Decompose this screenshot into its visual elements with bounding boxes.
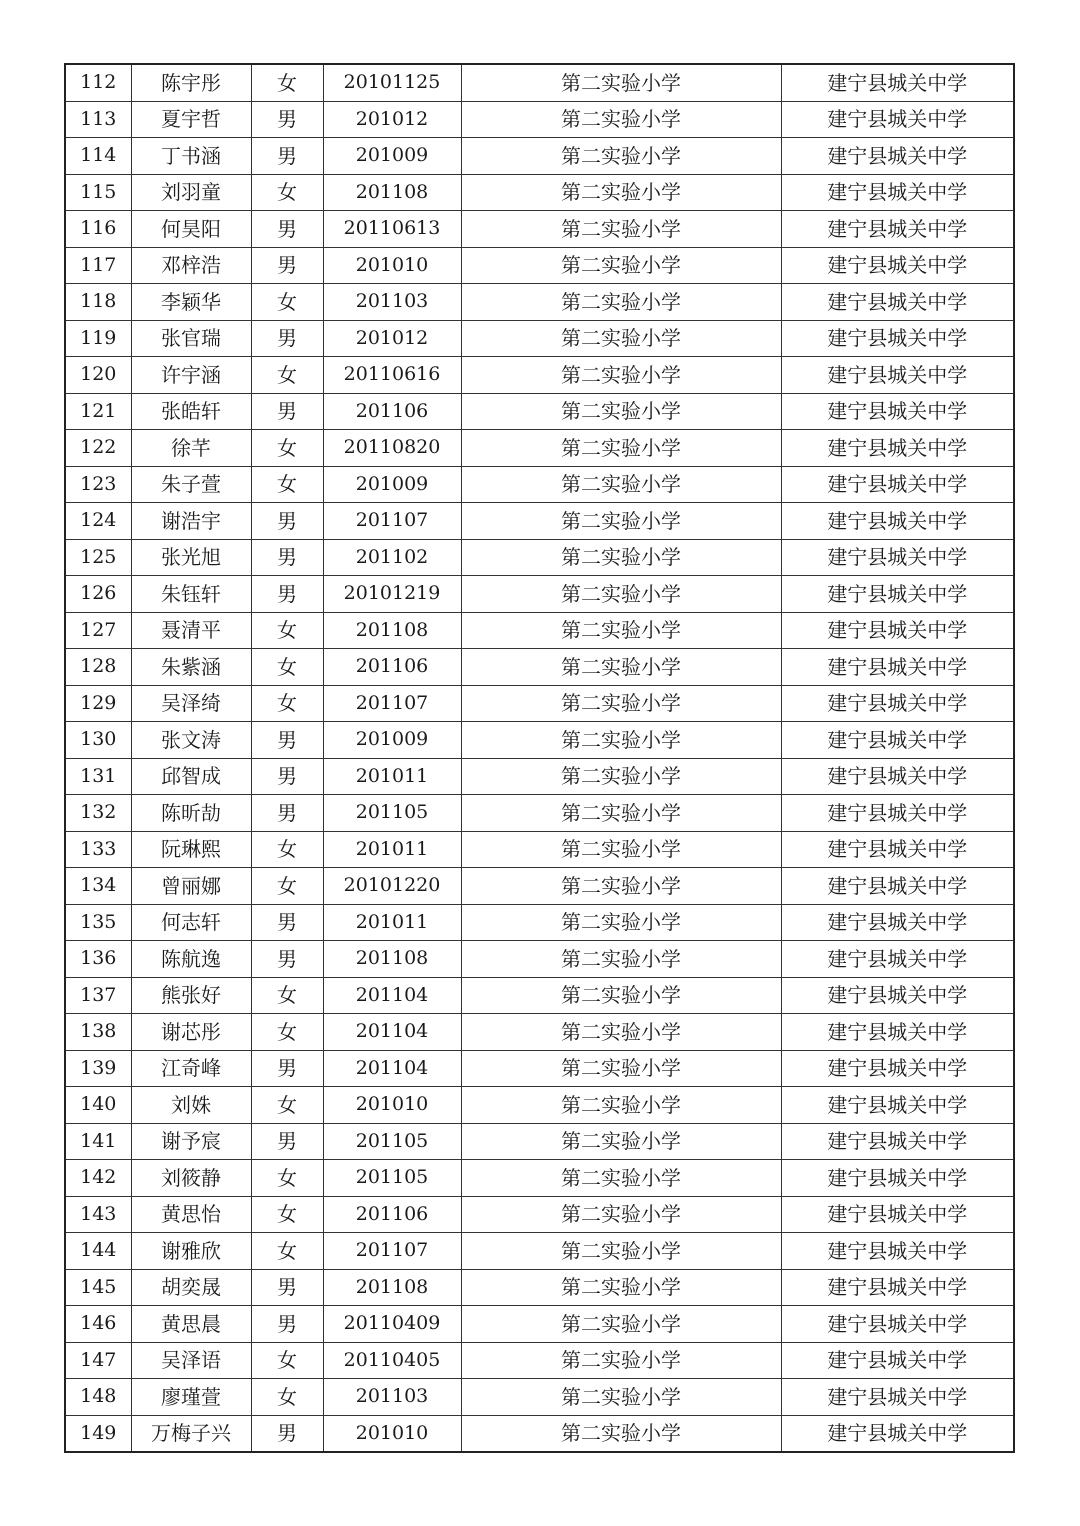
primary-school-cell: 第二实验小学 — [461, 393, 781, 430]
birth-date-cell: 201012 — [323, 101, 461, 138]
table-row — [65, 1415, 1014, 1452]
middle-school-cell: 建宁县城关中学 — [781, 612, 1014, 649]
gender-cell: 女 — [251, 868, 323, 905]
row-number-cell: 122 — [65, 430, 131, 467]
table-row — [65, 1014, 1014, 1051]
student-name-cell: 朱子萱 — [131, 466, 251, 503]
birth-date-cell: 201106 — [323, 649, 461, 686]
gender-cell: 男 — [251, 320, 323, 357]
primary-school-cell: 第二实验小学 — [461, 430, 781, 467]
middle-school-cell: 建宁县城关中学 — [781, 1415, 1014, 1452]
student-name-cell: 阮琳熙 — [131, 831, 251, 868]
student-name-cell: 何昊阳 — [131, 211, 251, 248]
gender-cell: 男 — [251, 1050, 323, 1087]
gender-cell: 女 — [251, 1160, 323, 1197]
student-name-cell: 江奇峰 — [131, 1050, 251, 1087]
primary-school-cell: 第二实验小学 — [461, 795, 781, 832]
birth-date-cell: 20110820 — [323, 430, 461, 467]
gender-cell: 男 — [251, 1415, 323, 1452]
birth-date-cell: 20101125 — [323, 64, 461, 101]
table-row — [65, 466, 1014, 503]
birth-date-cell: 201108 — [323, 941, 461, 978]
row-number-cell: 125 — [65, 539, 131, 576]
birth-date-cell: 201103 — [323, 1379, 461, 1416]
row-number-cell: 146 — [65, 1306, 131, 1343]
gender-cell: 女 — [251, 831, 323, 868]
middle-school-cell: 建宁县城关中学 — [781, 1123, 1014, 1160]
birth-date-cell: 201104 — [323, 977, 461, 1014]
primary-school-cell: 第二实验小学 — [461, 211, 781, 248]
gender-cell: 女 — [251, 1379, 323, 1416]
table-row — [65, 138, 1014, 175]
middle-school-cell: 建宁县城关中学 — [781, 1014, 1014, 1051]
student-name-cell: 陈昕劼 — [131, 795, 251, 832]
gender-cell: 男 — [251, 795, 323, 832]
gender-cell: 女 — [251, 612, 323, 649]
primary-school-cell: 第二实验小学 — [461, 1379, 781, 1416]
student-name-cell: 谢浩宇 — [131, 503, 251, 540]
middle-school-cell: 建宁县城关中学 — [781, 211, 1014, 248]
gender-cell: 女 — [251, 64, 323, 101]
primary-school-cell: 第二实验小学 — [461, 1160, 781, 1197]
student-name-cell: 朱钰轩 — [131, 576, 251, 613]
gender-cell: 女 — [251, 685, 323, 722]
gender-cell: 女 — [251, 1014, 323, 1051]
row-number-cell: 140 — [65, 1087, 131, 1124]
table-row — [65, 64, 1014, 101]
row-number-cell: 138 — [65, 1014, 131, 1051]
table-row — [65, 247, 1014, 284]
student-name-cell: 朱紫涵 — [131, 649, 251, 686]
gender-cell: 男 — [251, 722, 323, 759]
primary-school-cell: 第二实验小学 — [461, 831, 781, 868]
gender-cell: 男 — [251, 576, 323, 613]
row-number-cell: 119 — [65, 320, 131, 357]
primary-school-cell: 第二实验小学 — [461, 357, 781, 394]
student-name-cell: 刘羽童 — [131, 174, 251, 211]
gender-cell: 女 — [251, 1196, 323, 1233]
primary-school-cell: 第二实验小学 — [461, 612, 781, 649]
row-number-cell: 133 — [65, 831, 131, 868]
table-row — [65, 1123, 1014, 1160]
primary-school-cell: 第二实验小学 — [461, 1014, 781, 1051]
student-name-cell: 邱智成 — [131, 758, 251, 795]
middle-school-cell: 建宁县城关中学 — [781, 868, 1014, 905]
middle-school-cell: 建宁县城关中学 — [781, 795, 1014, 832]
primary-school-cell: 第二实验小学 — [461, 1306, 781, 1343]
row-number-cell: 127 — [65, 612, 131, 649]
middle-school-cell: 建宁县城关中学 — [781, 138, 1014, 175]
row-number-cell: 143 — [65, 1196, 131, 1233]
student-name-cell: 张官瑞 — [131, 320, 251, 357]
student-name-cell: 刘筱静 — [131, 1160, 251, 1197]
student-name-cell: 吴泽语 — [131, 1342, 251, 1379]
student-name-cell: 熊张好 — [131, 977, 251, 1014]
row-number-cell: 126 — [65, 576, 131, 613]
birth-date-cell: 201107 — [323, 503, 461, 540]
birth-date-cell: 201011 — [323, 758, 461, 795]
birth-date-cell: 201106 — [323, 393, 461, 430]
primary-school-cell: 第二实验小学 — [461, 284, 781, 321]
student-name-cell: 谢予宸 — [131, 1123, 251, 1160]
middle-school-cell: 建宁县城关中学 — [781, 1233, 1014, 1270]
student-name-cell: 万梅子兴 — [131, 1415, 251, 1452]
student-name-cell: 谢雅欣 — [131, 1233, 251, 1270]
birth-date-cell: 201105 — [323, 1123, 461, 1160]
table-row — [65, 101, 1014, 138]
student-roster-table — [64, 63, 1015, 1453]
row-number-cell: 131 — [65, 758, 131, 795]
table-row — [65, 1306, 1014, 1343]
student-name-cell: 徐芊 — [131, 430, 251, 467]
row-number-cell: 117 — [65, 247, 131, 284]
primary-school-cell: 第二实验小学 — [461, 941, 781, 978]
student-name-cell: 聂清平 — [131, 612, 251, 649]
middle-school-cell: 建宁县城关中学 — [781, 357, 1014, 394]
gender-cell: 男 — [251, 393, 323, 430]
table-row — [65, 685, 1014, 722]
primary-school-cell: 第二实验小学 — [461, 1050, 781, 1087]
student-name-cell: 邓梓浩 — [131, 247, 251, 284]
table-row — [65, 1050, 1014, 1087]
student-name-cell: 吴泽绮 — [131, 685, 251, 722]
roster-body — [65, 64, 1014, 1452]
primary-school-cell: 第二实验小学 — [461, 904, 781, 941]
gender-cell: 女 — [251, 357, 323, 394]
middle-school-cell: 建宁县城关中学 — [781, 1379, 1014, 1416]
student-name-cell: 张皓轩 — [131, 393, 251, 430]
middle-school-cell: 建宁县城关中学 — [781, 503, 1014, 540]
birth-date-cell: 201103 — [323, 284, 461, 321]
primary-school-cell: 第二实验小学 — [461, 868, 781, 905]
middle-school-cell: 建宁县城关中学 — [781, 539, 1014, 576]
birth-date-cell: 201104 — [323, 1050, 461, 1087]
birth-date-cell: 201108 — [323, 612, 461, 649]
middle-school-cell: 建宁县城关中学 — [781, 904, 1014, 941]
primary-school-cell: 第二实验小学 — [461, 649, 781, 686]
table-row — [65, 1269, 1014, 1306]
student-name-cell: 刘姝 — [131, 1087, 251, 1124]
primary-school-cell: 第二实验小学 — [461, 576, 781, 613]
birth-date-cell: 201012 — [323, 320, 461, 357]
gender-cell: 女 — [251, 1087, 323, 1124]
student-name-cell: 张光旭 — [131, 539, 251, 576]
table-row — [65, 357, 1014, 394]
table-row — [65, 612, 1014, 649]
primary-school-cell: 第二实验小学 — [461, 64, 781, 101]
gender-cell: 女 — [251, 284, 323, 321]
row-number-cell: 130 — [65, 722, 131, 759]
gender-cell: 女 — [251, 649, 323, 686]
row-number-cell: 136 — [65, 941, 131, 978]
primary-school-cell: 第二实验小学 — [461, 1087, 781, 1124]
table-row — [65, 1342, 1014, 1379]
middle-school-cell: 建宁县城关中学 — [781, 1269, 1014, 1306]
student-name-cell: 陈宇彤 — [131, 64, 251, 101]
middle-school-cell: 建宁县城关中学 — [781, 941, 1014, 978]
table-row — [65, 831, 1014, 868]
birth-date-cell: 201009 — [323, 722, 461, 759]
gender-cell: 男 — [251, 1123, 323, 1160]
primary-school-cell: 第二实验小学 — [461, 539, 781, 576]
table-row — [65, 941, 1014, 978]
middle-school-cell: 建宁县城关中学 — [781, 649, 1014, 686]
table-row — [65, 1233, 1014, 1270]
table-row — [65, 539, 1014, 576]
row-number-cell: 148 — [65, 1379, 131, 1416]
row-number-cell: 114 — [65, 138, 131, 175]
middle-school-cell: 建宁县城关中学 — [781, 101, 1014, 138]
primary-school-cell: 第二实验小学 — [461, 1233, 781, 1270]
table-row — [65, 758, 1014, 795]
middle-school-cell: 建宁县城关中学 — [781, 393, 1014, 430]
middle-school-cell: 建宁县城关中学 — [781, 1087, 1014, 1124]
row-number-cell: 120 — [65, 357, 131, 394]
birth-date-cell: 201105 — [323, 1160, 461, 1197]
middle-school-cell: 建宁县城关中学 — [781, 320, 1014, 357]
gender-cell: 女 — [251, 977, 323, 1014]
middle-school-cell: 建宁县城关中学 — [781, 722, 1014, 759]
student-roster-sheet — [64, 63, 1013, 1453]
middle-school-cell: 建宁县城关中学 — [781, 247, 1014, 284]
primary-school-cell: 第二实验小学 — [461, 174, 781, 211]
table-row — [65, 722, 1014, 759]
student-name-cell: 夏宇哲 — [131, 101, 251, 138]
primary-school-cell: 第二实验小学 — [461, 758, 781, 795]
row-number-cell: 135 — [65, 904, 131, 941]
row-number-cell: 129 — [65, 685, 131, 722]
table-row — [65, 1087, 1014, 1124]
table-row — [65, 211, 1014, 248]
middle-school-cell: 建宁县城关中学 — [781, 758, 1014, 795]
birth-date-cell: 20110409 — [323, 1306, 461, 1343]
student-name-cell: 许宇涵 — [131, 357, 251, 394]
primary-school-cell: 第二实验小学 — [461, 466, 781, 503]
birth-date-cell: 201107 — [323, 1233, 461, 1270]
birth-date-cell: 201104 — [323, 1014, 461, 1051]
table-row — [65, 430, 1014, 467]
row-number-cell: 116 — [65, 211, 131, 248]
table-row — [65, 503, 1014, 540]
birth-date-cell: 201009 — [323, 466, 461, 503]
student-name-cell: 丁书涵 — [131, 138, 251, 175]
row-number-cell: 113 — [65, 101, 131, 138]
birth-date-cell: 20110405 — [323, 1342, 461, 1379]
row-number-cell: 145 — [65, 1269, 131, 1306]
gender-cell: 男 — [251, 904, 323, 941]
primary-school-cell: 第二实验小学 — [461, 320, 781, 357]
table-row — [65, 1196, 1014, 1233]
row-number-cell: 137 — [65, 977, 131, 1014]
gender-cell: 男 — [251, 941, 323, 978]
primary-school-cell: 第二实验小学 — [461, 1196, 781, 1233]
gender-cell: 男 — [251, 539, 323, 576]
student-name-cell: 何志轩 — [131, 904, 251, 941]
primary-school-cell: 第二实验小学 — [461, 685, 781, 722]
row-number-cell: 121 — [65, 393, 131, 430]
birth-date-cell: 201010 — [323, 247, 461, 284]
middle-school-cell: 建宁县城关中学 — [781, 1160, 1014, 1197]
birth-date-cell: 201108 — [323, 174, 461, 211]
birth-date-cell: 201106 — [323, 1196, 461, 1233]
birth-date-cell: 20110616 — [323, 357, 461, 394]
table-row — [65, 649, 1014, 686]
gender-cell: 男 — [251, 758, 323, 795]
middle-school-cell: 建宁县城关中学 — [781, 1306, 1014, 1343]
student-name-cell: 陈航逸 — [131, 941, 251, 978]
birth-date-cell: 201105 — [323, 795, 461, 832]
middle-school-cell: 建宁县城关中学 — [781, 284, 1014, 321]
middle-school-cell: 建宁县城关中学 — [781, 831, 1014, 868]
student-name-cell: 李颖华 — [131, 284, 251, 321]
row-number-cell: 115 — [65, 174, 131, 211]
birth-date-cell: 201107 — [323, 685, 461, 722]
student-name-cell: 曾丽娜 — [131, 868, 251, 905]
row-number-cell: 132 — [65, 795, 131, 832]
table-row — [65, 868, 1014, 905]
middle-school-cell: 建宁县城关中学 — [781, 64, 1014, 101]
middle-school-cell: 建宁县城关中学 — [781, 576, 1014, 613]
primary-school-cell: 第二实验小学 — [461, 247, 781, 284]
gender-cell: 女 — [251, 1342, 323, 1379]
row-number-cell: 128 — [65, 649, 131, 686]
table-row — [65, 977, 1014, 1014]
birth-date-cell: 201108 — [323, 1269, 461, 1306]
birth-date-cell: 20101219 — [323, 576, 461, 613]
gender-cell: 女 — [251, 430, 323, 467]
primary-school-cell: 第二实验小学 — [461, 503, 781, 540]
gender-cell: 男 — [251, 101, 323, 138]
gender-cell: 男 — [251, 503, 323, 540]
student-name-cell: 胡奕晟 — [131, 1269, 251, 1306]
birth-date-cell: 201011 — [323, 831, 461, 868]
birth-date-cell: 201010 — [323, 1087, 461, 1124]
row-number-cell: 139 — [65, 1050, 131, 1087]
birth-date-cell: 20101220 — [323, 868, 461, 905]
gender-cell: 男 — [251, 1269, 323, 1306]
student-name-cell: 谢芯彤 — [131, 1014, 251, 1051]
table-row — [65, 904, 1014, 941]
primary-school-cell: 第二实验小学 — [461, 977, 781, 1014]
student-name-cell: 黄思晨 — [131, 1306, 251, 1343]
gender-cell: 男 — [251, 211, 323, 248]
birth-date-cell: 20110613 — [323, 211, 461, 248]
row-number-cell: 142 — [65, 1160, 131, 1197]
row-number-cell: 124 — [65, 503, 131, 540]
student-name-cell: 黄思怡 — [131, 1196, 251, 1233]
table-row — [65, 393, 1014, 430]
gender-cell: 女 — [251, 1233, 323, 1270]
birth-date-cell: 201011 — [323, 904, 461, 941]
middle-school-cell: 建宁县城关中学 — [781, 1196, 1014, 1233]
table-row — [65, 576, 1014, 613]
row-number-cell: 144 — [65, 1233, 131, 1270]
gender-cell: 女 — [251, 174, 323, 211]
middle-school-cell: 建宁县城关中学 — [781, 466, 1014, 503]
gender-cell: 女 — [251, 466, 323, 503]
row-number-cell: 149 — [65, 1415, 131, 1452]
middle-school-cell: 建宁县城关中学 — [781, 1342, 1014, 1379]
primary-school-cell: 第二实验小学 — [461, 1269, 781, 1306]
table-row — [65, 174, 1014, 211]
row-number-cell: 134 — [65, 868, 131, 905]
row-number-cell: 123 — [65, 466, 131, 503]
middle-school-cell: 建宁县城关中学 — [781, 977, 1014, 1014]
birth-date-cell: 201009 — [323, 138, 461, 175]
student-name-cell: 廖瑾萱 — [131, 1379, 251, 1416]
table-row — [65, 284, 1014, 321]
birth-date-cell: 201010 — [323, 1415, 461, 1452]
gender-cell: 男 — [251, 1306, 323, 1343]
table-row — [65, 795, 1014, 832]
middle-school-cell: 建宁县城关中学 — [781, 430, 1014, 467]
middle-school-cell: 建宁县城关中学 — [781, 685, 1014, 722]
student-name-cell: 张文涛 — [131, 722, 251, 759]
table-row — [65, 1379, 1014, 1416]
row-number-cell: 141 — [65, 1123, 131, 1160]
gender-cell: 男 — [251, 138, 323, 175]
primary-school-cell: 第二实验小学 — [461, 722, 781, 759]
row-number-cell: 147 — [65, 1342, 131, 1379]
primary-school-cell: 第二实验小学 — [461, 101, 781, 138]
primary-school-cell: 第二实验小学 — [461, 138, 781, 175]
row-number-cell: 112 — [65, 64, 131, 101]
primary-school-cell: 第二实验小学 — [461, 1123, 781, 1160]
table-row — [65, 320, 1014, 357]
middle-school-cell: 建宁县城关中学 — [781, 174, 1014, 211]
gender-cell: 男 — [251, 247, 323, 284]
primary-school-cell: 第二实验小学 — [461, 1342, 781, 1379]
primary-school-cell: 第二实验小学 — [461, 1415, 781, 1452]
row-number-cell: 118 — [65, 284, 131, 321]
middle-school-cell: 建宁县城关中学 — [781, 1050, 1014, 1087]
table-row — [65, 1160, 1014, 1197]
birth-date-cell: 201102 — [323, 539, 461, 576]
